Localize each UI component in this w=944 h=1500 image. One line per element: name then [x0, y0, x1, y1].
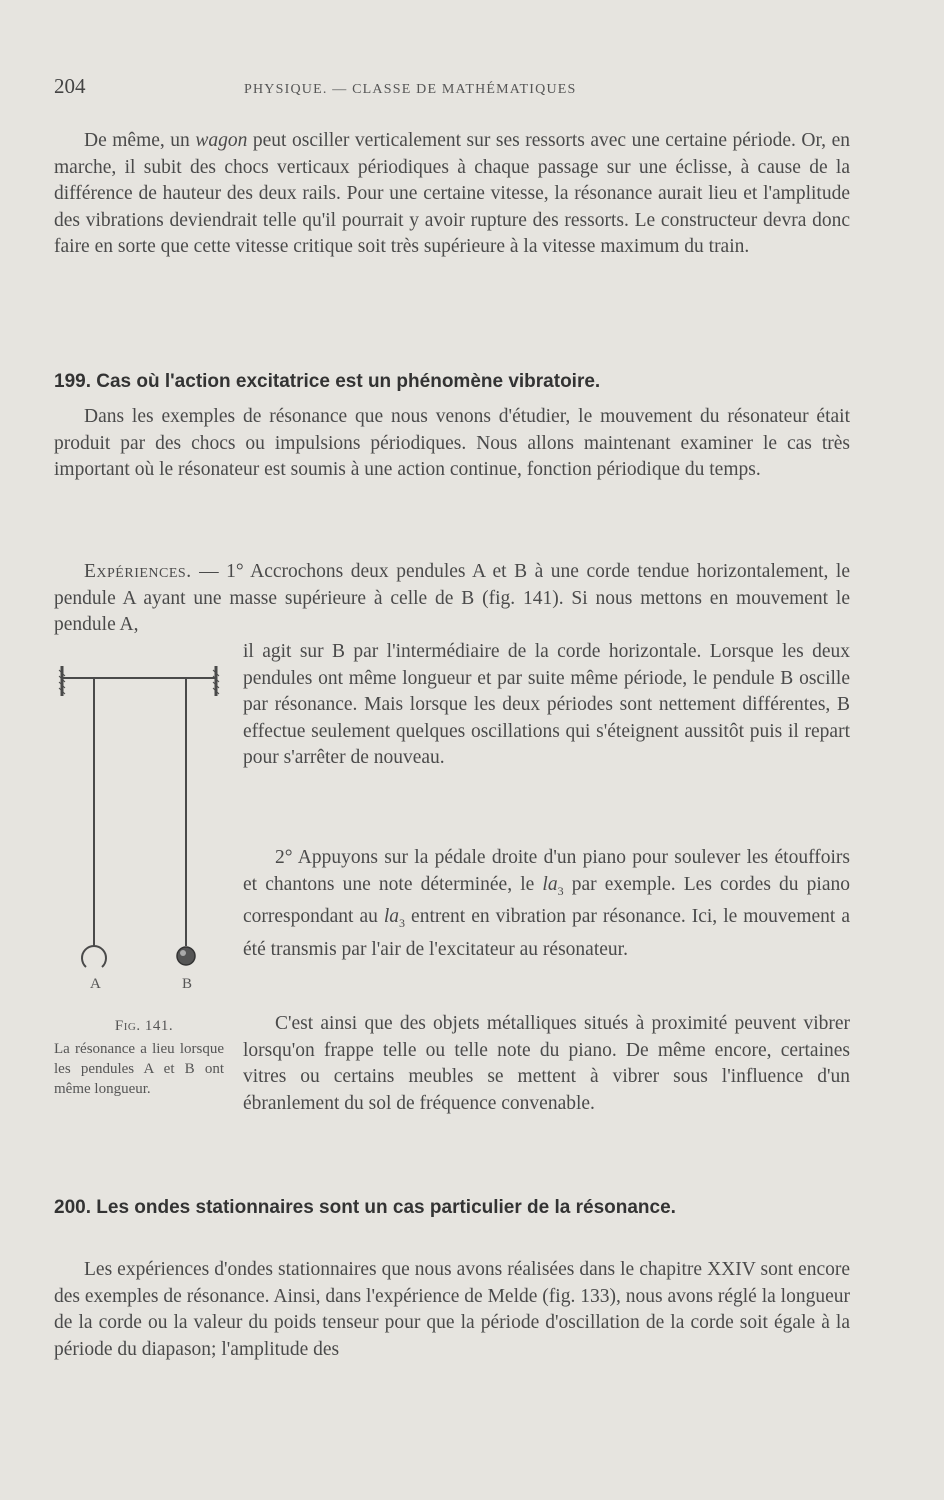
- page-number: 204: [54, 74, 86, 98]
- note-sub-1: 3: [557, 883, 564, 898]
- section-200-heading: [54, 1196, 850, 1220]
- figure-caption: [54, 1016, 224, 1099]
- experiences-label: Expériences.: [84, 561, 192, 582]
- section-200-text: Les expériences d'ondes stationnaires que nous avons réalisées dans le chapitre XXIV sont encore des exemples de résonance. Ainsi, dans l'expérience de Melde (fig. 133), nous avons réglé la longueur de la corde ou la valeur du poids tenseur pour que la période d'oscillation de la corde soit égale à la période du diapason; l'amplitude des: [54, 1259, 850, 1360]
- section-199-heading: [54, 370, 850, 394]
- intro-text-rest: peut osciller verticalement sur ses ressorts avec une certaine période. Or, en marche, il subit des chocs verticaux périodiques à chaque passage sur une éclisse, à cause de la différence de hauteur des deux rails. Pour une certaine vitesse, la résonance aurait lieu et l'amplitude des vibrations deviendrait telle qu'il pourrait y avoir rupture des ressorts. Le constructeur devra donc faire en sorte que cette vitesse critique soit très supérieure à la vitesse maximum du train.: [54, 130, 850, 258]
- caption-text: La résonance a lieu lorsque les pendules A et B ont même longueur.: [54, 1041, 224, 1097]
- section-200-paragraph: [54, 1257, 850, 1363]
- page-header: [54, 74, 850, 104]
- experience-2: [243, 845, 850, 963]
- experience-2-end: entrent en vibration par résonance. Ici, le mouvement a été transmis par l'air de l'excitateur au résonateur.: [243, 906, 850, 960]
- intro-text-start: De même, un: [84, 130, 196, 151]
- note-la-1: la: [542, 873, 558, 895]
- experience-1-wrap: [243, 639, 850, 772]
- intro-paragraph: [54, 128, 850, 261]
- experience-3: [243, 1011, 850, 1117]
- note-la-2: la: [383, 906, 400, 928]
- caption-title: Fig. 141.: [114, 1018, 174, 1034]
- experience-2-mid: par exemple. Les cordes du piano correspondant au: [243, 873, 850, 928]
- figure-141: [52, 654, 232, 992]
- experience-1-start: — 1° Accrochons deux pendules A et B à une corde tendue horizontalement, le pendule A ayant une masse supérieure à celle de B (fig. 141). Si nous mettons en mouvement le pendule A,: [54, 561, 850, 636]
- experience-2-start: 2° Appuyons sur la pédale droite d'un piano pour soulever les étouffoirs et chantons une note déterminée, le: [243, 847, 850, 895]
- pendulum-a-label: A: [90, 976, 101, 992]
- running-title: PHYSIQUE. — CLASSE DE MATHÉMATIQUES: [244, 82, 577, 97]
- section-199-number: 199.: [54, 371, 91, 392]
- section-199-paragraph: [54, 404, 850, 484]
- pendulum-a-bob: [82, 946, 106, 967]
- pendulum-diagram: [52, 654, 232, 984]
- pendulum-b-highlight: [180, 950, 186, 956]
- section-199-text: Dans les exemples de résonance que nous venons d'étudier, le mouvement du résonateur était produit par des chocs ou impulsions périodiques. Nous allons maintenant examiner le cas très important où le résonateur est soumis à une action continue, fonction périodique du temps.: [54, 406, 850, 481]
- intro-text-em: wagon: [195, 130, 248, 151]
- experience-1-intro: [54, 559, 850, 639]
- pendulum-b-bob: [177, 947, 195, 965]
- experience-3-text: C'est ainsi que des objets métalliques situés à proximité peuvent vibrer lorsqu'on frappe telle ou telle note du piano. De même encore, certaines vitres ou certains meubles se mettent à vibrer sous l'influence d'un ébranlement du sol de fréquence convenable.: [243, 1013, 850, 1114]
- section-199-title: Cas où l'action excitatrice est un phénomène vibratoire.: [96, 371, 601, 392]
- section-200-number: 200.: [54, 1197, 91, 1218]
- note-sub-2: 3: [399, 915, 406, 930]
- experience-1-text: il agit sur B par l'intermédiaire de la corde horizontale. Lorsque les deux pendules ont même longueur et par suite même période, le pendule B oscille par résonance. Mais lorsque les deux périodes sont nettement différentes, B effectue seulement quelques oscillations qui s'éteignent aussitôt puis il repart pour s'arrêter de nouveau.: [243, 641, 850, 769]
- pendulum-b-label: B: [182, 976, 193, 992]
- section-200-title: Les ondes stationnaires sont un cas particulier de la résonance.: [96, 1197, 676, 1218]
